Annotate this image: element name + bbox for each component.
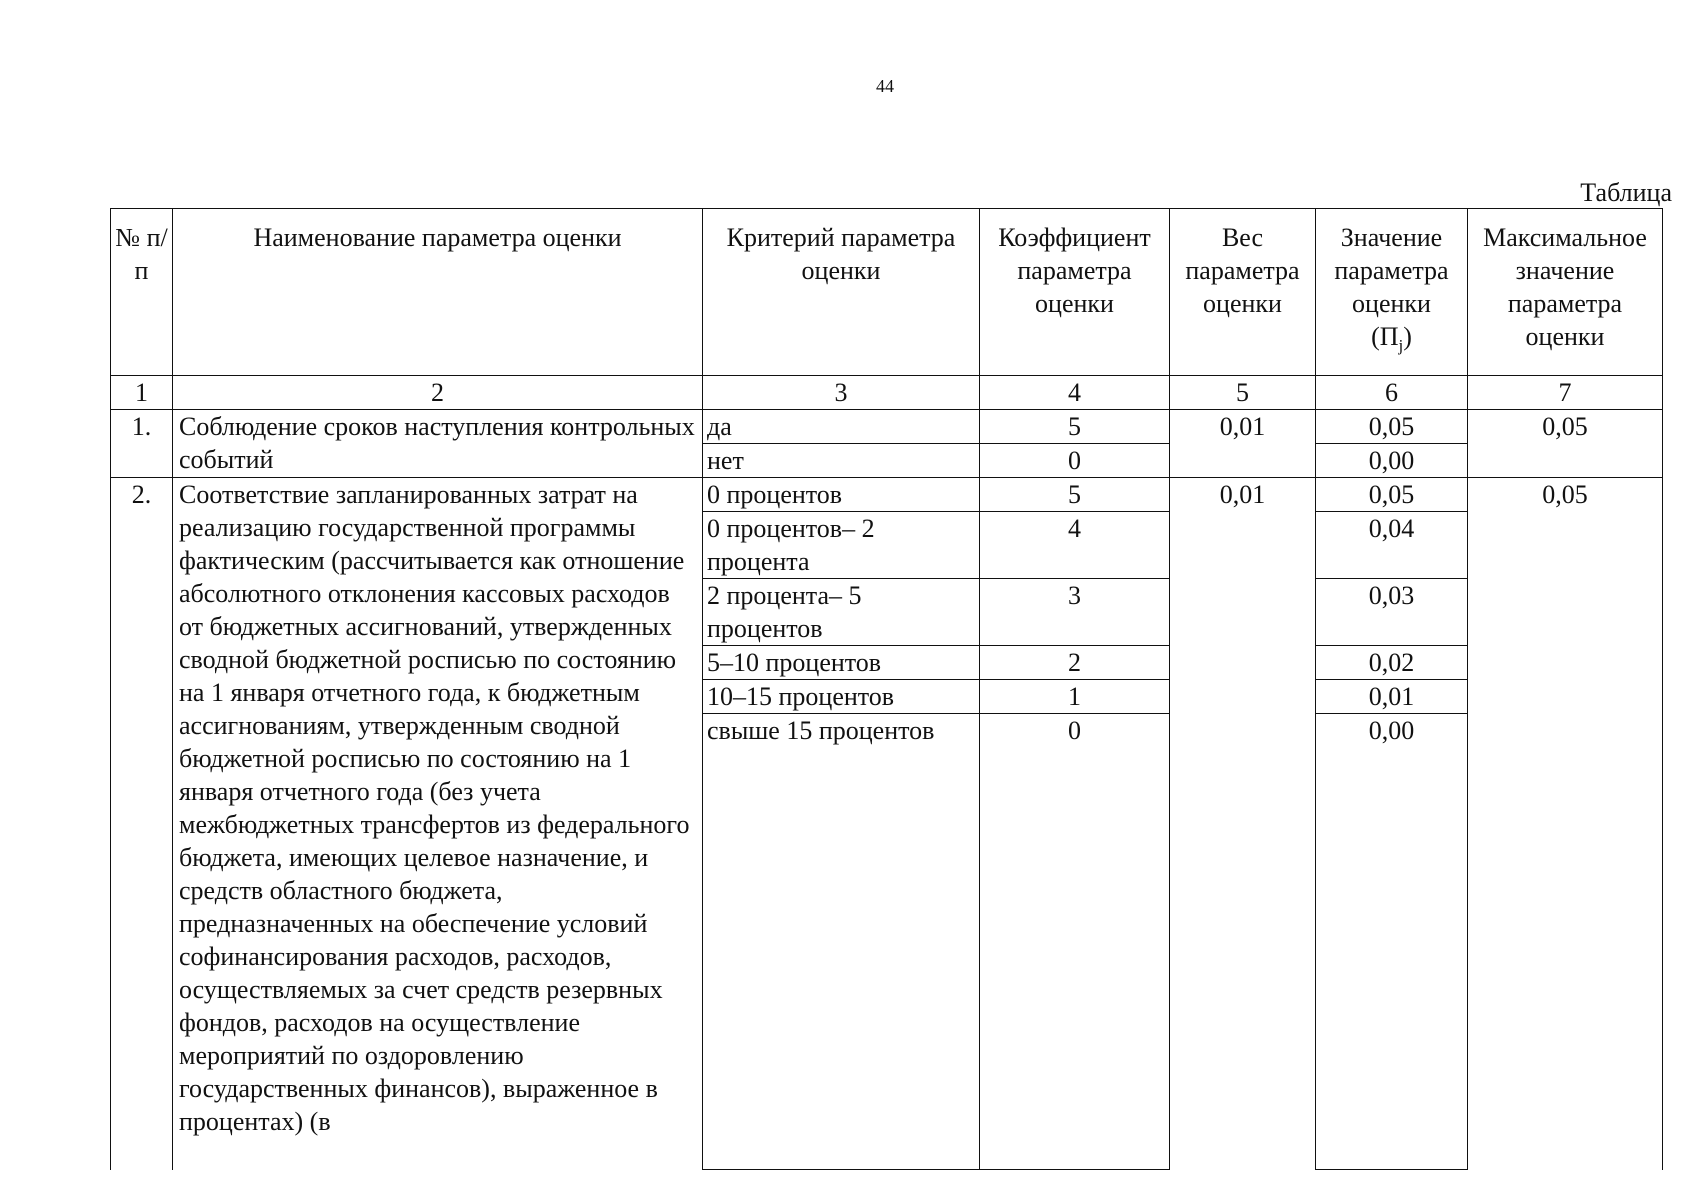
header-number: № п/п <box>111 209 173 376</box>
coefficient: 0 <box>980 714 1170 1170</box>
evaluation-table <box>110 208 1663 1170</box>
column-number: 7 <box>1468 376 1663 410</box>
column-number: 1 <box>111 376 173 410</box>
header-value-label: Значение параметра оценки <box>1334 223 1449 318</box>
coefficient: 5 <box>980 478 1170 512</box>
row-number: 1. <box>111 410 173 478</box>
weight: 0,01 <box>1170 478 1316 1170</box>
parameter-name: Соблюдение сроков наступления контрольных событий <box>173 410 703 478</box>
coefficient: 3 <box>980 579 1170 646</box>
value: 0,01 <box>1316 680 1468 714</box>
coefficient: 2 <box>980 646 1170 680</box>
criterion: 0 процентов– 2 процента <box>703 512 980 579</box>
value: 0,02 <box>1316 646 1468 680</box>
value: 0,00 <box>1316 714 1468 1170</box>
header-value-subscript: j <box>1398 336 1404 356</box>
header-parameter-name: Наименование параметра оценки <box>173 209 703 376</box>
header-criterion: Критерий параметра оценки <box>703 209 980 376</box>
criterion: 2 процента– 5 процентов <box>703 579 980 646</box>
criterion: да <box>703 410 980 444</box>
header-max-value: Максимальное значение параметра оценки <box>1468 209 1663 376</box>
parameter-name: Соответствие запланированных затрат на реализацию государственной программы фактическим (рассчитывается как отношение абсолютного отклонения кассовых расходов от бюджетных ассигнований, утвержденных сводной бюджетной росписью по состоянию на 1 января отчетного года, к бюджетным ассигнованиям, утвержденным сводной бюджетной росписью по состоянию на 1 января отчетного года (без учета межбюджетных трансфертов из федерального бюджета, имеющих целевое назначение, и средств областного бюджета, предназначенных на обеспечение условий софинансирования расходов, расходов, осуществляемых за счет средств резервных фондов, расходов на осуществление мероприятий по оздоровлению государственных финансов), выраженное в процентах) (в <box>173 478 703 1170</box>
value: 0,04 <box>1316 512 1468 579</box>
weight: 0,01 <box>1170 410 1316 478</box>
table-row <box>111 410 1663 444</box>
criterion: нет <box>703 444 980 478</box>
header-value-symbol: (П <box>1371 322 1399 351</box>
column-number: 2 <box>173 376 703 410</box>
value: 0,05 <box>1316 478 1468 512</box>
coefficient: 1 <box>980 680 1170 714</box>
criterion: 10–15 процентов <box>703 680 980 714</box>
max-value: 0,05 <box>1468 478 1663 1170</box>
column-number: 5 <box>1170 376 1316 410</box>
criterion: свыше 15 процентов <box>703 714 980 1170</box>
coefficient: 5 <box>980 410 1170 444</box>
row-number: 2. <box>111 478 173 1170</box>
criterion: 0 процентов <box>703 478 980 512</box>
header-row <box>111 209 1663 376</box>
value: 0,03 <box>1316 579 1468 646</box>
column-number: 6 <box>1316 376 1468 410</box>
table-row <box>111 478 1663 512</box>
page-number: 44 <box>876 76 894 96</box>
coefficient: 4 <box>980 512 1170 579</box>
value: 0,05 <box>1316 410 1468 444</box>
column-number: 4 <box>980 376 1170 410</box>
header-weight: Вес параметра оценки <box>1170 209 1316 376</box>
column-number-row <box>111 376 1663 410</box>
column-number: 3 <box>703 376 980 410</box>
table-caption: Таблица <box>1580 178 1672 207</box>
coefficient: 0 <box>980 444 1170 478</box>
criterion: 5–10 процентов <box>703 646 980 680</box>
header-value-close: ) <box>1403 322 1412 351</box>
max-value: 0,05 <box>1468 410 1663 478</box>
header-value <box>1316 209 1468 376</box>
value: 0,00 <box>1316 444 1468 478</box>
header-coefficient: Коэффициент параметра оценки <box>980 209 1170 376</box>
